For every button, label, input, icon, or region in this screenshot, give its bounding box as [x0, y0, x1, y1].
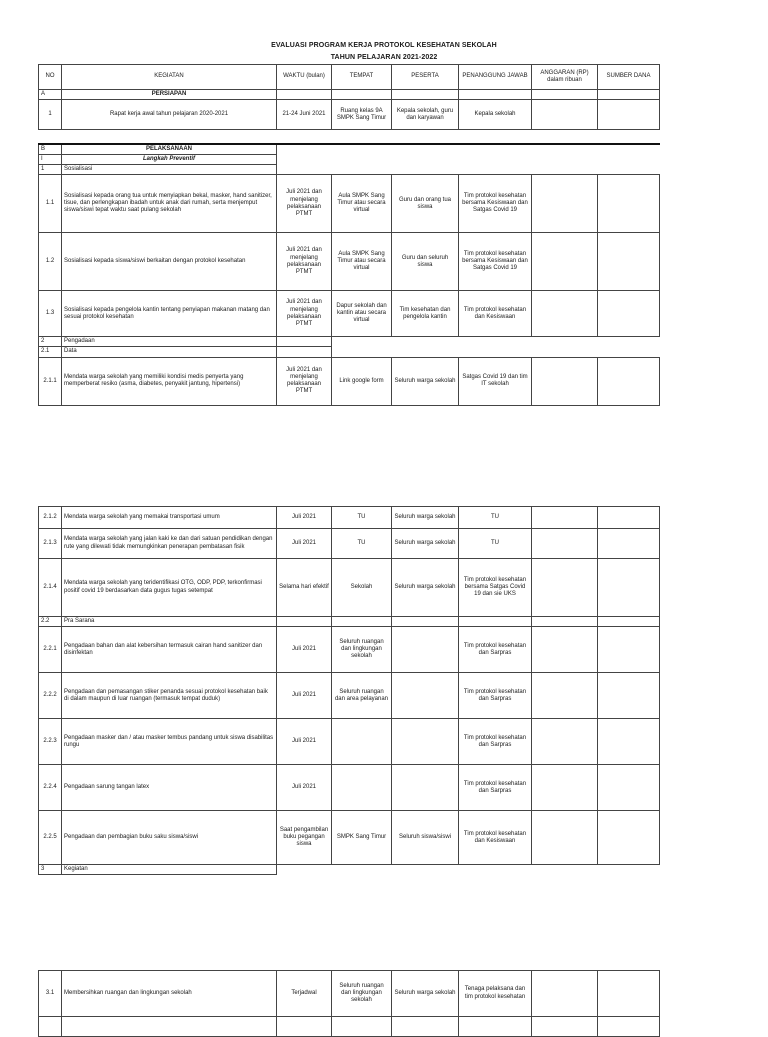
row-kegiatan: Pengadaan dan pembagian buku saku siswa/siswi: [62, 811, 277, 865]
row-waktu: Juli 2021: [277, 507, 332, 529]
document-subtitle: TAHUN PELAJARAN 2021-2022: [330, 54, 438, 61]
table-row: [39, 175, 660, 233]
row-kegiatan: Mendata warga sekolah yang memakai transportasi umum: [62, 507, 277, 529]
subsection-no: 2: [39, 337, 62, 347]
row-no: 2.2.1: [39, 627, 62, 673]
row-penanggung-jawab: Tim protokol kesehatan bersama Kesiswaan dan Satgas Covid 19: [459, 233, 532, 291]
row-kegiatan: Mendata warga sekolah yang teridentifikasi OTG, ODP, PDP, terkonfirmasi positif covid 19 berdasarkan data gugus tugas setempat: [62, 559, 277, 617]
section-row: [39, 154, 660, 164]
row-no: 1.2: [39, 233, 62, 291]
table-header-row: [39, 65, 660, 90]
row-peserta: Seluruh siswa/siswi: [392, 811, 459, 865]
subsection-label: Sosialisasi: [62, 165, 277, 175]
row-no: 1.3: [39, 291, 62, 337]
row-waktu: Saat pengambilan buku pegangan siswa: [277, 811, 332, 865]
header-kegiatan: KEGIATAN: [62, 65, 277, 90]
row-no: 2.2.4: [39, 765, 62, 811]
row-waktu: Juli 2021: [277, 627, 332, 673]
subsection-row: [39, 165, 660, 175]
table-row: [39, 233, 660, 291]
spacer-row: [39, 130, 660, 144]
row-peserta: Kepala sekolah, guru dan karyawan: [392, 100, 459, 130]
row-tempat: Aula SMPK Sang Timur atau secara virtual: [332, 175, 392, 233]
subsection-label: Pra Sarana: [62, 617, 277, 627]
table-row: [39, 673, 660, 719]
row-kegiatan: Mendata warga sekolah yang memiliki kondisi medis penyerta yang memperberat resiko (asma, diabetes, penyakit jantung, hipertensi): [62, 357, 277, 405]
row-tempat: SMPK Sang Timur: [332, 811, 392, 865]
row-peserta: Seluruh warga sekolah: [392, 559, 459, 617]
row-penanggung-jawab: Satgas Covid 19 dan tim IT sekolah: [459, 357, 532, 405]
table-row: [39, 357, 660, 405]
subsection-label: Kegiatan: [62, 865, 277, 875]
subsection-row: [39, 347, 660, 357]
row-tempat: Seluruh ruangan dan lingkungan sekolah: [332, 971, 392, 1017]
row-penanggung-jawab: TU: [459, 507, 532, 529]
row-kegiatan: Pengadaan bahan dan alat kebersihan termasuk cairan hand sanitizer dan disinfektan: [62, 627, 277, 673]
section-label: Langkah Preventif: [62, 154, 277, 164]
row-no: 1.1: [39, 175, 62, 233]
row-waktu: Juli 2021 dan menjelang pelaksanaan PTMT: [277, 357, 332, 405]
program-table-part-2: [38, 506, 660, 875]
subsection-label: Data: [62, 347, 277, 357]
row-penanggung-jawab: Tenaga pelaksana dan tim protokol kesehatan: [459, 971, 532, 1017]
section-no: B: [39, 144, 62, 155]
row-waktu: Selama hari efektif: [277, 559, 332, 617]
row-kegiatan: Pengadaan sarung tangan latex: [62, 765, 277, 811]
table-row: [39, 559, 660, 617]
row-tempat: [332, 765, 392, 811]
row-peserta: Seluruh warga sekolah: [392, 971, 459, 1017]
row-no: 2.1.3: [39, 529, 62, 559]
row-tempat: Dapur sekolah dan kantin atau secara virtual: [332, 291, 392, 337]
subsection-row: [39, 865, 660, 875]
row-penanggung-jawab: Kepala sekolah: [459, 100, 532, 130]
subsection-row: [39, 337, 660, 347]
table-row: [39, 719, 660, 765]
row-kegiatan: Membersihkan ruangan dan lingkungan sekolah: [62, 971, 277, 1017]
table-row: [39, 507, 660, 529]
row-peserta: [392, 627, 459, 673]
subsection-no: 2.2: [39, 617, 62, 627]
section-no: I: [39, 154, 62, 164]
row-kegiatan: Sosialisasi kepada siswa/siswi berkaitan dengan protokol kesehatan: [62, 233, 277, 291]
section-row: [39, 90, 660, 100]
row-penanggung-jawab: Tim protokol kesehatan dan Kesiswaan: [459, 291, 532, 337]
row-kegiatan: Sosialisasi kepada pengelola kantin tentang penyiapan makanan matang dan sesuai protokol kesehatan: [62, 291, 277, 337]
row-tempat: Ruang kelas 9A SMPK Sang Timur: [332, 100, 392, 130]
program-table-part-3: [38, 970, 660, 1037]
subsection-no: 2.1: [39, 347, 62, 357]
row-penanggung-jawab: Tim protokol kesehatan dan Sarpras: [459, 765, 532, 811]
table-row: [39, 291, 660, 337]
section-no: A: [39, 90, 62, 100]
row-kegiatan: Rapat kerja awal tahun pelajaran 2020-2021: [62, 100, 277, 130]
section-row: [39, 144, 660, 155]
row-peserta: Guru dan seluruh siswa: [392, 233, 459, 291]
table-row: [39, 971, 660, 1017]
table-row: [39, 1017, 660, 1037]
row-peserta: [392, 719, 459, 765]
header-waktu: WAKTU (bulan): [277, 65, 332, 90]
header-anggaran: ANGGARAN (RP) dalam ribuan: [532, 65, 598, 90]
row-tempat: Aula SMPK Sang Timur atau secara virtual: [332, 233, 392, 291]
row-tempat: TU: [332, 529, 392, 559]
row-peserta: Seluruh warga sekolah: [392, 529, 459, 559]
table-row: [39, 529, 660, 559]
subsection-row: [39, 617, 660, 627]
header-tempat: TEMPAT: [332, 65, 392, 90]
section-label: PELAKSANAAN: [62, 144, 277, 155]
subsection-no: 3: [39, 865, 62, 875]
header-penanggung-jawab: PENANGGUNG JAWAB: [459, 65, 532, 90]
row-penanggung-jawab: Tim protokol kesehatan dan Kesiswaan: [459, 811, 532, 865]
row-no: 1: [39, 100, 62, 130]
row-tempat: Link google form: [332, 357, 392, 405]
row-waktu: 21-24 Juni 2021: [277, 100, 332, 130]
row-peserta: Tim kesehatan dan pengelola kantin: [392, 291, 459, 337]
row-penanggung-jawab: Tim protokol kesehatan dan Sarpras: [459, 719, 532, 765]
row-no: 2.2.5: [39, 811, 62, 865]
program-table-part-1: [38, 64, 660, 406]
row-no: 2.1.2: [39, 507, 62, 529]
table-row: [39, 100, 660, 130]
table-row: [39, 627, 660, 673]
row-peserta: [392, 673, 459, 719]
row-peserta: Guru dan orang tua siswa: [392, 175, 459, 233]
row-penanggung-jawab: Tim protokol kesehatan bersama Satgas Covid 19 dan sie UKS: [459, 559, 532, 617]
table-row: [39, 765, 660, 811]
row-tempat: Seluruh ruangan dan area pelayanan: [332, 673, 392, 719]
row-tempat: Seluruh ruangan dan lingkungan sekolah: [332, 627, 392, 673]
row-no: 2.1.4: [39, 559, 62, 617]
row-no: 2.2.2: [39, 673, 62, 719]
row-waktu: Juli 2021 dan menjelang pelaksanaan PTMT: [277, 175, 332, 233]
header-no: NO: [39, 65, 62, 90]
row-waktu: Terjadwal: [277, 971, 332, 1017]
table-row: [39, 811, 660, 865]
row-no: 2.2.3: [39, 719, 62, 765]
row-penanggung-jawab: Tim protokol kesehatan bersama Kesiswaan dan Satgas Covid 19: [459, 175, 532, 233]
row-tempat: Sekolah: [332, 559, 392, 617]
row-waktu: Juli 2021: [277, 765, 332, 811]
row-kegiatan: Pengadaan masker dan / atau masker tembus pandang untuk siswa disabilitas rungu: [62, 719, 277, 765]
row-penanggung-jawab: Tim protokol kesehatan dan Sarpras: [459, 627, 532, 673]
document-title: EVALUASI PROGRAM KERJA PROTOKOL KESEHATAN SEKOLAH: [271, 42, 497, 49]
row-no: 3.1: [39, 971, 62, 1017]
row-kegiatan: Pengadaan dan pemasangan stiker penanda sesuai protokol kesehatan baik di dalam maupun di luar ruangan (termasuk tempat duduk): [62, 673, 277, 719]
row-tempat: [332, 719, 392, 765]
row-penanggung-jawab: Tim protokol kesehatan dan Sarpras: [459, 673, 532, 719]
row-waktu: Juli 2021: [277, 673, 332, 719]
section-label: PERSIAPAN: [62, 90, 277, 100]
subsection-label: Pengadaan: [62, 337, 277, 347]
row-peserta: [392, 765, 459, 811]
row-no: 2.1.1: [39, 357, 62, 405]
row-waktu: Juli 2021 dan menjelang pelaksanaan PTMT: [277, 233, 332, 291]
row-peserta: Seluruh warga sekolah: [392, 357, 459, 405]
row-waktu: Juli 2021: [277, 529, 332, 559]
subsection-no: 1: [39, 165, 62, 175]
row-waktu: Juli 2021: [277, 719, 332, 765]
row-waktu: Juli 2021 dan menjelang pelaksanaan PTMT: [277, 291, 332, 337]
row-tempat: TU: [332, 507, 392, 529]
row-kegiatan: Sosialisasi kepada orang tua untuk menyiapkan bekal, masker, hand sanitizer, tisue, dan perlengkapan ibadah untuk anak dari rumah, serta menjemput siswa/siswi tepat waktu saat pulang sekolah: [62, 175, 277, 233]
row-kegiatan: Mendata warga sekolah yang jalan kaki ke dan dari satuan pendidikan dengan rute yang dilewati tidak memungkinkan penerapan pembatasan fisik: [62, 529, 277, 559]
header-peserta: PESERTA: [392, 65, 459, 90]
header-sumber-dana: SUMBER DANA: [598, 65, 660, 90]
row-peserta: Seluruh warga sekolah: [392, 507, 459, 529]
row-penanggung-jawab: TU: [459, 529, 532, 559]
